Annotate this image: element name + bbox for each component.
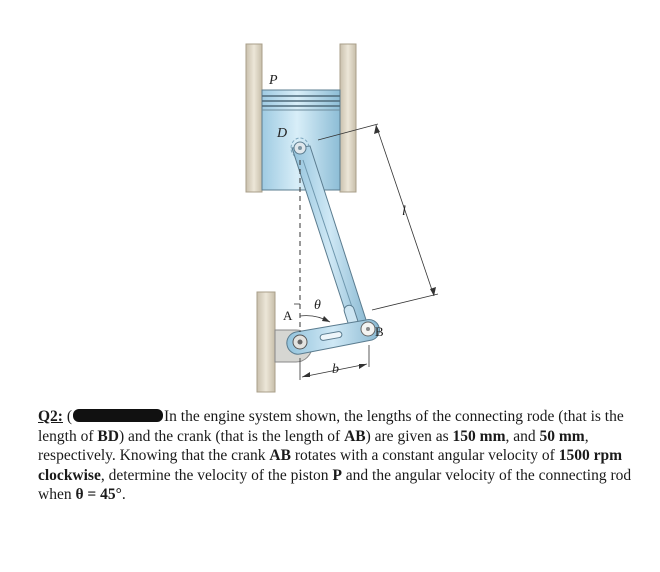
question-text-part: rotates with a constant angular velocity of	[290, 447, 559, 464]
pin-b	[361, 322, 375, 336]
question-text-part: .	[121, 486, 126, 503]
label-b-point: B	[375, 324, 384, 339]
cylinder-right-wall	[340, 44, 356, 192]
angular-speed: 1500 rpm clockwise	[38, 447, 622, 484]
question-text-part: , determine the velocity of the piston	[100, 466, 333, 484]
redacted-mark	[73, 409, 163, 422]
label-theta: θ	[314, 298, 321, 313]
cylinder-left-wall	[246, 44, 262, 192]
pin-a	[293, 335, 307, 349]
question-number: Q2:	[38, 408, 63, 425]
label-a: A	[283, 308, 293, 323]
question-text-part: ) and the crank (that is the length of	[118, 427, 345, 445]
term-ab: AB	[344, 427, 366, 445]
question-text-part: ) are given as	[365, 427, 453, 445]
length-crank: 50 mm	[539, 427, 585, 445]
label-b-length: b	[332, 362, 339, 377]
term-p: P	[332, 466, 342, 484]
term-bd: BD	[97, 427, 119, 445]
question-text-part: , and	[505, 427, 540, 445]
question-intro: In the engine system shown, the lengths of the connecting rode (that is the length of	[38, 408, 624, 445]
label-d: D	[277, 126, 288, 141]
label-p: P	[269, 73, 278, 88]
pin-d	[294, 142, 306, 154]
question-text	[38, 407, 638, 505]
question-paren: (	[66, 408, 73, 425]
length-rod: 150 mm	[452, 427, 506, 445]
condition-theta: θ = 45°	[75, 486, 122, 503]
label-l: l	[402, 204, 406, 219]
angle-theta-marker	[294, 304, 330, 322]
question-text-part: , respectively. Knowing that the crank	[38, 427, 589, 464]
question-text-part: and the angular velocity of the connecting rod when	[38, 466, 632, 503]
term-ab-2: AB	[269, 447, 291, 464]
